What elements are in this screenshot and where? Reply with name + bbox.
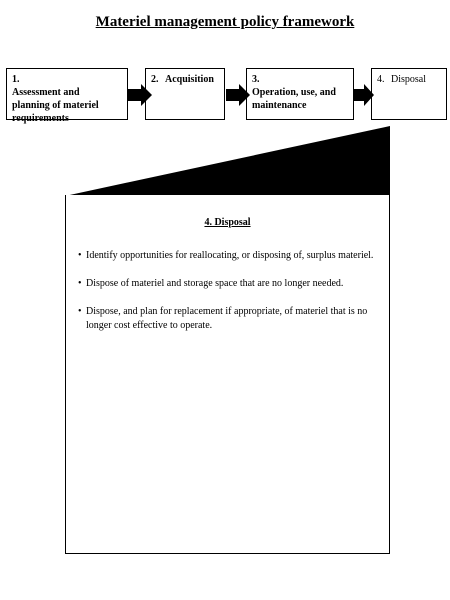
list-item [78,277,378,291]
detail-bullet-list [78,249,378,347]
bullet-icon: • [78,250,82,261]
stage-number: 2. [151,74,159,85]
bullet-icon: • [78,278,82,289]
list-item [78,305,378,333]
bullet-text: Identify opportunities for reallocating, or disposing of, surplus materiel. [86,250,374,261]
bullet-text: Dispose of materiel and storage space that are no longer needed. [86,278,344,289]
stage-label: Operation, use, and maintenance [252,87,336,111]
detail-heading: 4. Disposal [204,217,251,228]
diagram-title: Materiel management policy framework [95,14,355,30]
disposal-detail-panel [65,195,390,554]
stage-label: Disposal [391,74,426,85]
list-item [78,249,378,263]
stage-number: 1. [12,74,20,85]
stage-number: 3. [252,74,260,85]
bullet-text: Dispose, and plan for replacement if appropriate, of materiel that is no longer cost effective to operate. [86,306,368,331]
bullet-icon: • [78,306,82,317]
stage-label: Assessment and planning of materiel requirements [12,87,99,124]
stage-number: 4. [377,74,385,85]
stage-label: Acquisition [165,74,214,85]
